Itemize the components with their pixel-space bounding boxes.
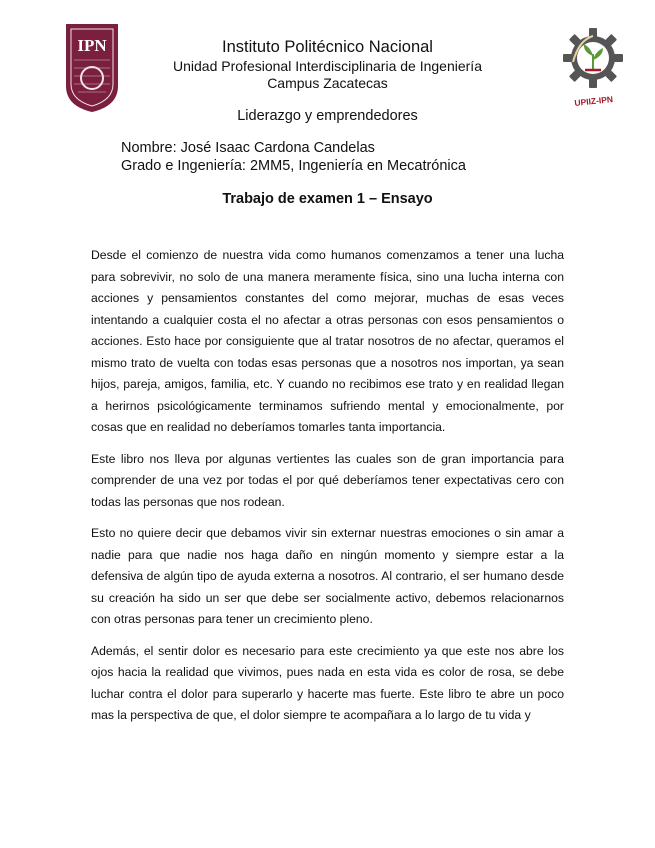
paragraph: Desde el comienzo de nuestra vida como humanos comenzamos a tener una lucha para sobrevivir, no solo de una manera meramente física, sino una lucha interna con acciones y pensamientos constantes del como mejorar, muchas de esas veces intentando a cualquier costa el no afectar a otras personas con esos pensamientos o acciones. Esto hace por consiguiente que al tratar nosotros de no afectar, queramos el mismo trato de vuelta con todas esas personas que a nosotros nos importan, ya sean hijos, pareja, amigos, familia, etc. Y cuando no recibimos ese trato y en realidad llegan a herirnos psicológicamente terminamos sufriendo mental y emocionalmente, por cosas que en realidad no deberíamos tomarles tanta importancia. — [91, 248, 564, 434]
essay-body — [91, 245, 564, 737]
student-name: Nombre: José Isaac Cardona Candelas — [121, 140, 375, 156]
course-name: Liderazgo y emprendedores — [237, 108, 418, 124]
student-grade: Grado e Ingeniería: 2MM5, Ingeniería en Mecatrónica — [121, 158, 466, 174]
institution-name: Instituto Politécnico Nacional — [222, 38, 433, 56]
paragraph: Este libro nos lleva por algunas vertientes las cuales son de gran importancia para comprender de una vez por todas el por qué deberíamos tener expectativas cero con todas las personas que nos rodean. — [91, 451, 564, 509]
unit-name: Unidad Profesional Interdisciplinaria de Ingeniería — [173, 58, 482, 74]
ipn-logo-text: IPN — [77, 36, 107, 55]
document-title: Trabajo de examen 1 – Ensayo — [222, 191, 433, 207]
paragraph: Además, el sentir dolor es necesario para este crecimiento ya que este nos abre los ojos hacia la realidad que vivimos, pues nada en esta vida es color de rosa, se debe luchar contra el dolor para superarlo y hacerte mas fuerte. Este libro te abre un poco mas la perspectiva de que, el dolor siempre te acompañara a lo largo de tu vida y — [91, 643, 564, 722]
paragraph: Esto no quiere decir que debamos vivir sin externar nuestras emociones o sin amar a nadie para que nadie nos haga daño en ningún momento y siempre estar a la defensiva de algún tipo de ayuda externa a nosotros. Al contrario, el ser humano desde su creación ha sido un ser que debe ser socialmente activo, debemos relacionarnos con otras personas para tener un crecimiento pleno. — [91, 526, 564, 626]
campus-name: Campus Zacatecas — [267, 75, 388, 91]
upiiz-logo-text: UPIIZ-IPN — [573, 94, 614, 109]
